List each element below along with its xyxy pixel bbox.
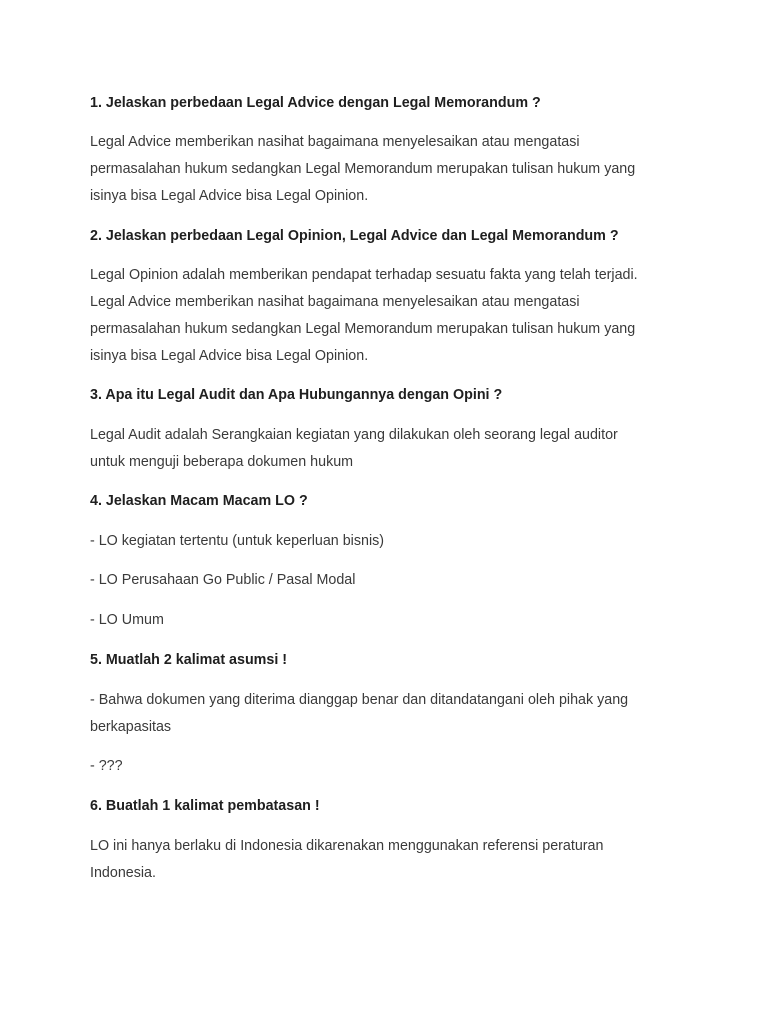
answer-5-item-1-line-1: - Bahwa dokumen yang diterima dianggap benar dan ditandatangani oleh pihak yang bbox=[90, 692, 629, 708]
question-3-heading: 3. Apa itu Legal Audit dan Apa Hubungannya dengan Opini ? bbox=[90, 387, 503, 403]
answer-2-line-2: Legal Advice memberikan nasihat bagaimana menyelesaikan atau mengatasi bbox=[90, 294, 580, 310]
answer-2-line-3: permasalahan hukum sedangkan Legal Memorandum merupakan tulisan hukum yang bbox=[90, 321, 636, 337]
answer-2-line-4: isinya bisa Legal Advice bisa Legal Opinion. bbox=[90, 348, 369, 364]
answer-1-line-1: Legal Advice memberikan nasihat bagaimana menyelesaikan atau mengatasi bbox=[90, 134, 580, 150]
answer-6-line-2: Indonesia. bbox=[90, 865, 156, 881]
answer-5-item-1-line-2: berkapasitas bbox=[90, 719, 172, 735]
answer-3-line-2: untuk menguji beberapa dokumen hukum bbox=[90, 454, 354, 470]
answer-1-line-3: isinya bisa Legal Advice bisa Legal Opinion. bbox=[90, 188, 369, 204]
answer-2-line-1: Legal Opinion adalah memberikan pendapat terhadap sesuatu fakta yang telah terjadi. bbox=[90, 267, 638, 283]
answer-1-line-2: permasalahan hukum sedangkan Legal Memorandum merupakan tulisan hukum yang bbox=[90, 161, 636, 177]
question-4-heading: 4. Jelaskan Macam Macam LO ? bbox=[90, 493, 308, 509]
question-1-heading: 1. Jelaskan perbedaan Legal Advice dengan Legal Memorandum ? bbox=[90, 95, 541, 111]
answer-3-line-1: Legal Audit adalah Serangkaian kegiatan yang dilakukan oleh seorang legal auditor bbox=[90, 427, 618, 443]
question-6-heading: 6. Buatlah 1 kalimat pembatasan ! bbox=[90, 798, 320, 814]
question-2-heading: 2. Jelaskan perbedaan Legal Opinion, Legal Advice dan Legal Memorandum ? bbox=[90, 228, 619, 244]
answer-6-line-1: LO ini hanya berlaku di Indonesia dikarenakan menggunakan referensi peraturan bbox=[90, 838, 604, 854]
answer-4-item-3: - LO Umum bbox=[90, 612, 164, 628]
answer-4-item-2: - LO Perusahaan Go Public / Pasal Modal bbox=[90, 572, 356, 588]
question-5-heading: 5. Muatlah 2 kalimat asumsi ! bbox=[90, 652, 288, 668]
answer-4-item-1: - LO kegiatan tertentu (untuk keperluan bisnis) bbox=[90, 533, 385, 549]
answer-5-item-2: - ??? bbox=[90, 758, 123, 774]
